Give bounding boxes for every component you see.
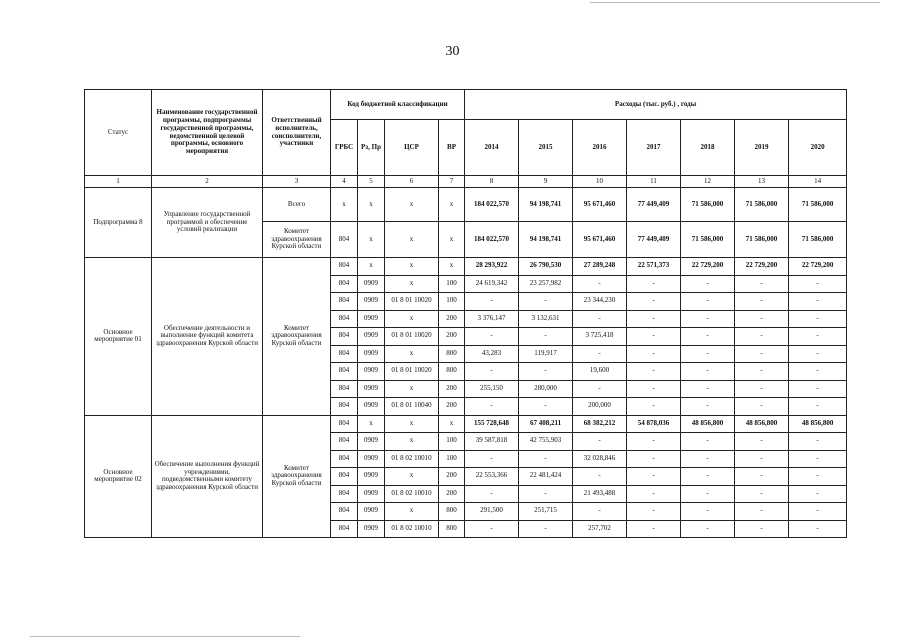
grbs-cell: 804: [331, 363, 358, 381]
value-cell: -: [573, 503, 627, 521]
page-number: 30: [445, 44, 460, 59]
value-cell: -: [789, 380, 847, 398]
value-cell: -: [627, 485, 681, 503]
csr-cell: х: [385, 503, 439, 521]
value-cell: -: [789, 468, 847, 486]
value-cell: 77 449,409: [627, 188, 681, 222]
csr-cell: х: [385, 380, 439, 398]
table-row: [85, 188, 847, 222]
column-number: 2: [152, 176, 263, 188]
value-cell: -: [627, 310, 681, 328]
value-cell: 200,000: [573, 398, 627, 416]
value-cell: -: [681, 433, 735, 451]
csr-cell: х: [385, 345, 439, 363]
scan-artifact-bottom: [30, 636, 300, 637]
value-cell: -: [735, 363, 789, 381]
value-cell: -: [735, 275, 789, 293]
name-cell: Управление государственной программой и обеспечение условий реализации: [152, 188, 263, 258]
csr-cell: 01 8 02 10010: [385, 450, 439, 468]
column-number: 8: [465, 176, 519, 188]
status-cell: Подпрограмма 8: [85, 188, 152, 258]
header-status: Статус: [85, 90, 152, 176]
grbs-cell: 804: [331, 398, 358, 416]
vr-cell: 100: [439, 433, 465, 451]
value-cell: 3 725,418: [573, 328, 627, 346]
value-cell: -: [519, 485, 573, 503]
table-header: [85, 90, 847, 188]
value-cell: -: [627, 468, 681, 486]
vr-cell: 100: [439, 293, 465, 311]
grbs-cell: 804: [331, 450, 358, 468]
value-cell: -: [681, 468, 735, 486]
value-cell: 71 586,000: [789, 222, 847, 258]
column-number: 4: [331, 176, 358, 188]
rzpr-cell: 0909: [358, 468, 385, 486]
value-cell: -: [681, 328, 735, 346]
value-cell: -: [465, 293, 519, 311]
value-cell: -: [789, 398, 847, 416]
value-cell: 3 132,631: [519, 310, 573, 328]
value-cell: 43,283: [465, 345, 519, 363]
column-number: 13: [735, 176, 789, 188]
csr-cell: х: [385, 222, 439, 258]
value-cell: 3 376,147: [465, 310, 519, 328]
value-cell: -: [735, 485, 789, 503]
value-cell: -: [735, 520, 789, 538]
vr-cell: х: [439, 258, 465, 276]
grbs-cell: 804: [331, 275, 358, 293]
value-cell: 291,500: [465, 503, 519, 521]
header-name: Наименование государственной программы, подпрограммы государственной программы, ведомственной целевой программы, основного мероприятия: [152, 90, 263, 176]
csr-cell: 01 8 01 10020: [385, 363, 439, 381]
rzpr-cell: 0909: [358, 345, 385, 363]
value-cell: -: [627, 398, 681, 416]
grbs-cell: 804: [331, 485, 358, 503]
value-cell: 77 449,409: [627, 222, 681, 258]
csr-cell: х: [385, 188, 439, 222]
rzpr-cell: 0909: [358, 520, 385, 538]
value-cell: 94 198,741: [519, 188, 573, 222]
csr-cell: х: [385, 415, 439, 433]
vr-cell: 200: [439, 468, 465, 486]
value-cell: -: [519, 398, 573, 416]
value-cell: -: [681, 380, 735, 398]
budget-table: [84, 89, 847, 538]
column-number: 1: [85, 176, 152, 188]
value-cell: -: [735, 503, 789, 521]
value-cell: 19,600: [573, 363, 627, 381]
value-cell: -: [681, 450, 735, 468]
value-cell: 95 671,460: [573, 188, 627, 222]
value-cell: 251,715: [519, 503, 573, 521]
value-cell: -: [789, 485, 847, 503]
value-cell: -: [789, 450, 847, 468]
value-cell: -: [627, 433, 681, 451]
grbs-cell: 804: [331, 258, 358, 276]
value-cell: 28 293,922: [465, 258, 519, 276]
value-cell: -: [789, 520, 847, 538]
name-cell: Обеспечение выполнения функций учреждениями, подведомственными комитету здравоохранения Курской области: [152, 415, 263, 538]
value-cell: 21 493,488: [573, 485, 627, 503]
value-cell: 32 028,846: [573, 450, 627, 468]
grbs-cell: х: [331, 188, 358, 222]
rzpr-cell: 0909: [358, 275, 385, 293]
value-cell: -: [735, 345, 789, 363]
rzpr-cell: х: [358, 188, 385, 222]
csr-cell: 01 8 02 10010: [385, 520, 439, 538]
value-cell: -: [627, 328, 681, 346]
responsible-cell: Всего: [263, 188, 331, 222]
value-cell: -: [465, 398, 519, 416]
value-cell: -: [627, 450, 681, 468]
value-cell: -: [735, 450, 789, 468]
value-cell: -: [789, 363, 847, 381]
value-cell: -: [681, 293, 735, 311]
rzpr-cell: 0909: [358, 293, 385, 311]
name-cell: Обеспечение деятельности и выполнение функций комитета здравоохранения Курской области: [152, 258, 263, 416]
rzpr-cell: 0909: [358, 503, 385, 521]
vr-cell: х: [439, 415, 465, 433]
value-cell: -: [573, 380, 627, 398]
vr-cell: х: [439, 222, 465, 258]
header-expenses: Расходы (тыс. руб.) , годы: [465, 90, 847, 120]
header-grbs: ГРБС: [331, 120, 358, 176]
value-cell: -: [465, 485, 519, 503]
grbs-cell: 804: [331, 328, 358, 346]
value-cell: 27 289,248: [573, 258, 627, 276]
value-cell: 71 586,000: [789, 188, 847, 222]
value-cell: 42 755,903: [519, 433, 573, 451]
header-year: 2019: [735, 120, 789, 176]
grbs-cell: 804: [331, 293, 358, 311]
rzpr-cell: х: [358, 258, 385, 276]
grbs-cell: 804: [331, 310, 358, 328]
value-cell: 68 382,212: [573, 415, 627, 433]
grbs-cell: 804: [331, 222, 358, 258]
value-cell: -: [789, 503, 847, 521]
value-cell: -: [789, 310, 847, 328]
scan-artifact-top: [590, 2, 880, 3]
value-cell: -: [519, 328, 573, 346]
value-cell: 22 571,373: [627, 258, 681, 276]
status-cell: Основное мероприятие 01: [85, 258, 152, 416]
grbs-cell: 804: [331, 520, 358, 538]
grbs-cell: 804: [331, 380, 358, 398]
vr-cell: 200: [439, 310, 465, 328]
column-number: 11: [627, 176, 681, 188]
vr-cell: 100: [439, 450, 465, 468]
column-number: 3: [263, 176, 331, 188]
column-number: 12: [681, 176, 735, 188]
value-cell: 23 257,982: [519, 275, 573, 293]
value-cell: -: [735, 398, 789, 416]
value-cell: -: [519, 450, 573, 468]
value-cell: -: [681, 520, 735, 538]
csr-cell: х: [385, 275, 439, 293]
value-cell: -: [789, 275, 847, 293]
rzpr-cell: 0909: [358, 433, 385, 451]
value-cell: 48 856,800: [735, 415, 789, 433]
grbs-cell: 804: [331, 433, 358, 451]
value-cell: 24 619,342: [465, 275, 519, 293]
value-cell: -: [519, 363, 573, 381]
rzpr-cell: 0909: [358, 310, 385, 328]
value-cell: -: [681, 310, 735, 328]
status-cell: Основное мероприятие 02: [85, 415, 152, 538]
value-cell: -: [627, 503, 681, 521]
value-cell: -: [735, 468, 789, 486]
csr-cell: 01 8 01 10040: [385, 398, 439, 416]
value-cell: -: [735, 310, 789, 328]
value-cell: -: [573, 275, 627, 293]
value-cell: -: [627, 345, 681, 363]
vr-cell: 200: [439, 328, 465, 346]
vr-cell: 800: [439, 503, 465, 521]
csr-cell: 01 8 02 10010: [385, 485, 439, 503]
value-cell: -: [735, 293, 789, 311]
value-cell: 22 481,424: [519, 468, 573, 486]
header-responsible: Ответственный исполнитель, соисполнители, участники: [263, 90, 331, 176]
column-number: 5: [358, 176, 385, 188]
header-year: 2014: [465, 120, 519, 176]
csr-cell: х: [385, 468, 439, 486]
value-cell: 95 671,460: [573, 222, 627, 258]
value-cell: 119,917: [519, 345, 573, 363]
value-cell: 280,000: [519, 380, 573, 398]
value-cell: -: [681, 363, 735, 381]
value-cell: 54 878,036: [627, 415, 681, 433]
value-cell: -: [681, 345, 735, 363]
column-number-row: [85, 176, 847, 188]
vr-cell: х: [439, 188, 465, 222]
rzpr-cell: х: [358, 222, 385, 258]
rzpr-cell: 0909: [358, 328, 385, 346]
value-cell: -: [735, 433, 789, 451]
header-budget-code: Код бюджетной классификации: [331, 90, 465, 120]
value-cell: -: [465, 363, 519, 381]
vr-cell: 200: [439, 398, 465, 416]
csr-cell: х: [385, 433, 439, 451]
vr-cell: 800: [439, 345, 465, 363]
value-cell: 94 198,741: [519, 222, 573, 258]
value-cell: 155 728,648: [465, 415, 519, 433]
value-cell: 71 586,000: [735, 188, 789, 222]
column-number: 9: [519, 176, 573, 188]
csr-cell: 01 8 01 10020: [385, 328, 439, 346]
value-cell: -: [681, 275, 735, 293]
csr-cell: 01 8 01 10020: [385, 293, 439, 311]
table-body: [85, 188, 847, 538]
value-cell: 22 729,200: [789, 258, 847, 276]
value-cell: 26 790,530: [519, 258, 573, 276]
header-year: 2017: [627, 120, 681, 176]
value-cell: -: [627, 520, 681, 538]
value-cell: 255,150: [465, 380, 519, 398]
column-number: 7: [439, 176, 465, 188]
value-cell: -: [789, 433, 847, 451]
rzpr-cell: 0909: [358, 380, 385, 398]
value-cell: -: [789, 328, 847, 346]
vr-cell: 800: [439, 363, 465, 381]
value-cell: 22 729,200: [735, 258, 789, 276]
value-cell: -: [681, 485, 735, 503]
header-year: 2018: [681, 120, 735, 176]
value-cell: 22 729,200: [681, 258, 735, 276]
value-cell: 67 408,211: [519, 415, 573, 433]
value-cell: -: [573, 345, 627, 363]
value-cell: 71 586,000: [681, 222, 735, 258]
responsible-cell: Комитет здравоохранения Курской области: [263, 258, 331, 416]
value-cell: 71 586,000: [681, 188, 735, 222]
table-row: [85, 415, 847, 433]
value-cell: 184 022,570: [465, 188, 519, 222]
value-cell: 257,702: [573, 520, 627, 538]
value-cell: -: [573, 433, 627, 451]
header-vr: ВР: [439, 120, 465, 176]
grbs-cell: 804: [331, 345, 358, 363]
grbs-cell: 804: [331, 503, 358, 521]
value-cell: -: [465, 328, 519, 346]
rzpr-cell: 0909: [358, 450, 385, 468]
value-cell: 48 856,800: [681, 415, 735, 433]
value-cell: -: [627, 363, 681, 381]
header-csr: ЦСР: [385, 120, 439, 176]
value-cell: -: [627, 293, 681, 311]
column-number: 10: [573, 176, 627, 188]
rzpr-cell: х: [358, 415, 385, 433]
vr-cell: 800: [439, 520, 465, 538]
value-cell: -: [573, 310, 627, 328]
csr-cell: х: [385, 258, 439, 276]
grbs-cell: 804: [331, 468, 358, 486]
rzpr-cell: 0909: [358, 363, 385, 381]
column-number: 6: [385, 176, 439, 188]
value-cell: 39 587,818: [465, 433, 519, 451]
vr-cell: 200: [439, 485, 465, 503]
responsible-cell: Комитет здравоохранения Курской области: [263, 415, 331, 538]
vr-cell: 100: [439, 275, 465, 293]
responsible-cell: Комитет здравоохранения Курской области: [263, 222, 331, 258]
value-cell: 184 022,570: [465, 222, 519, 258]
value-cell: -: [789, 345, 847, 363]
value-cell: 23 344,230: [573, 293, 627, 311]
column-number: 14: [789, 176, 847, 188]
csr-cell: х: [385, 310, 439, 328]
header-year: 2015: [519, 120, 573, 176]
value-cell: -: [735, 380, 789, 398]
value-cell: -: [735, 328, 789, 346]
header-year: 2016: [573, 120, 627, 176]
value-cell: -: [573, 468, 627, 486]
value-cell: -: [681, 398, 735, 416]
value-cell: -: [465, 520, 519, 538]
value-cell: -: [789, 293, 847, 311]
value-cell: 22 553,366: [465, 468, 519, 486]
value-cell: 71 586,000: [735, 222, 789, 258]
value-cell: -: [465, 450, 519, 468]
header-rzpr: Рз, Пр: [358, 120, 385, 176]
vr-cell: 200: [439, 380, 465, 398]
value-cell: -: [627, 380, 681, 398]
rzpr-cell: 0909: [358, 485, 385, 503]
value-cell: -: [627, 275, 681, 293]
value-cell: 48 856,800: [789, 415, 847, 433]
rzpr-cell: 0909: [358, 398, 385, 416]
value-cell: -: [681, 503, 735, 521]
header-year: 2020: [789, 120, 847, 176]
grbs-cell: 804: [331, 415, 358, 433]
value-cell: -: [519, 520, 573, 538]
table-row: [85, 258, 847, 276]
value-cell: -: [519, 293, 573, 311]
